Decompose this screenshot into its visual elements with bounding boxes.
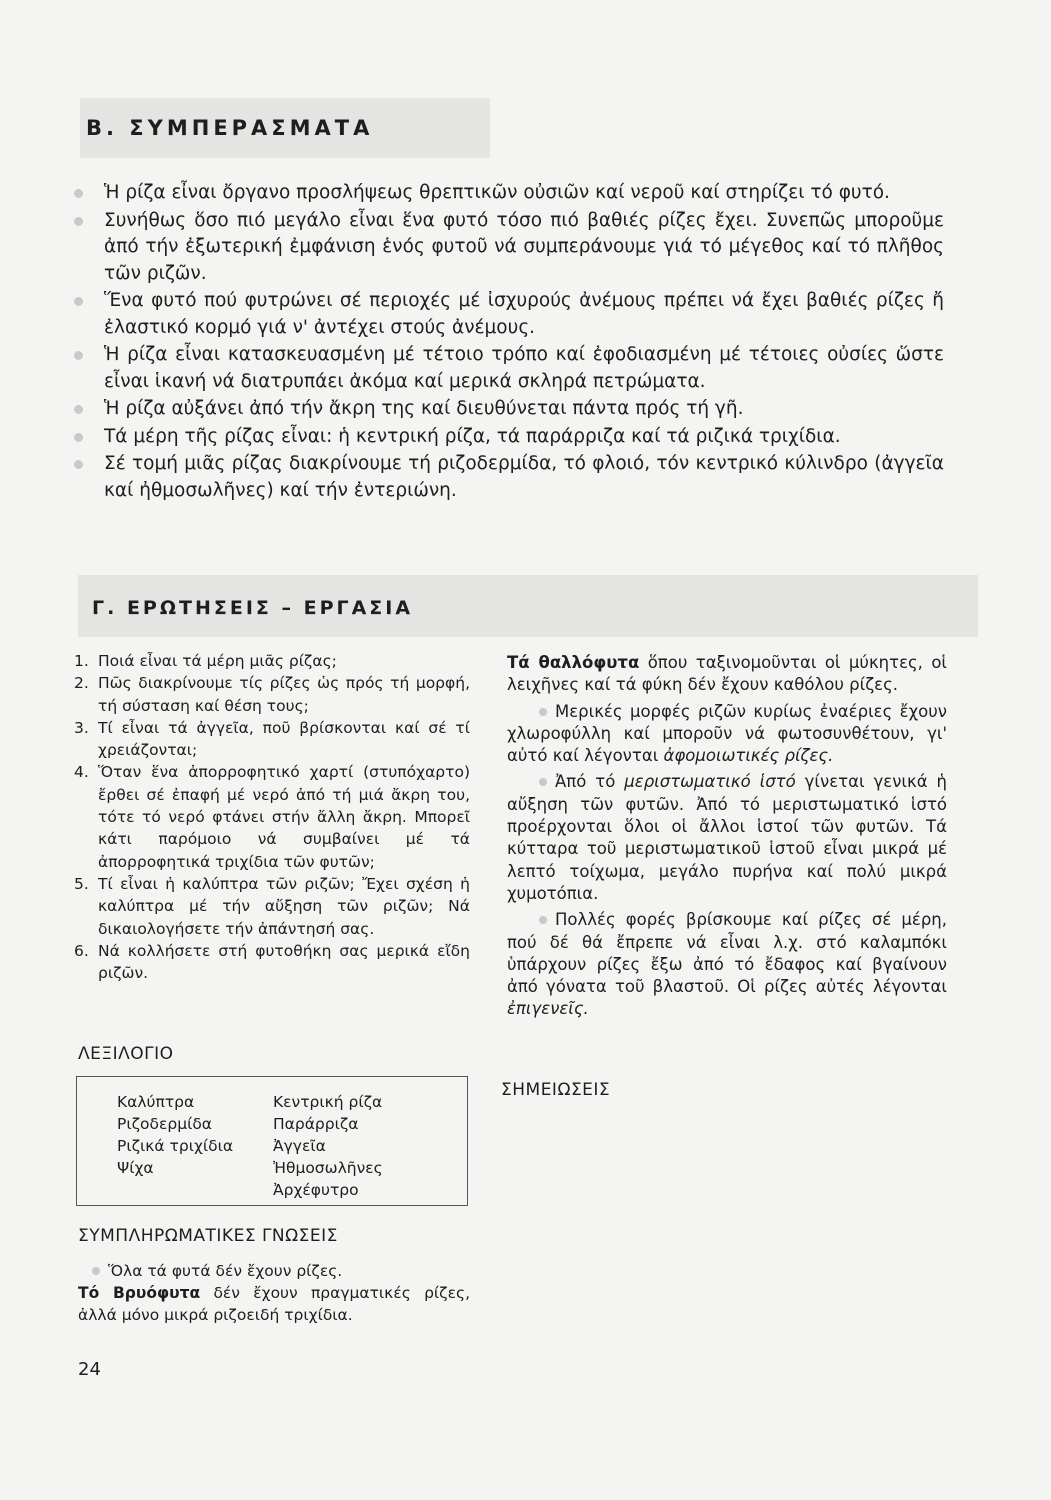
conclusion-item: Ἡ ρίζα εἶναι κατασκευασμένη μέ τέτοιο τρόπο καί ἐφοδιασμένη μέ τέτοιες οὐσίες ὥστε εἶναι ἱκανή νά διατρυπάει ἀκόμα καί μερικά σκληρά πετρώματα. bbox=[74, 342, 944, 395]
paragraph-adventitious-roots: Πολλές φορές βρίσκουμε καί ρίζες σέ μέρη, πού δέ θά ἔπρεπε νά εἶναι λ.χ. στό καλαμπόκι ὑπάρχουν ρίζες ἔξω ἀπό τό ἔδαφος καί βγαίνουν ἀπό γόνατα τοῦ βλαστοῦ. Οἱ ρίζες αὐτές λέγονται ἐπιγενεῖς. bbox=[507, 910, 947, 1019]
question-item: 5. Τί εἶναι ἡ καλύπτρα τῶν ριζῶν; Ἔχει σχέση ἡ καλύπτρα μέ τήν αὔξηση τῶν ριζῶν; Νά δικαιολογήσετε τήν ἀπάντησή σας. bbox=[74, 874, 470, 938]
lexicon-column-1 bbox=[117, 1091, 233, 1179]
lexicon-title: ΛΕΞΙΛΟΓΙΟ bbox=[78, 1044, 174, 1064]
lexicon-term: Ριζικά τριχίδια bbox=[117, 1137, 234, 1155]
bullet-dot-icon bbox=[539, 778, 547, 786]
bullet-dot-icon bbox=[74, 351, 83, 360]
paragraph-meristem: Ἀπό τό μεριστωματικό ἱστό γίνεται γενικά ἡ αὔξηση τῶν φυτῶν. Ἀπό τό μεριστωματικό ἱστό προέρχονται ὅλοι οἱ ἄλλοι ἱστοί τῶν φυτῶν. Τά κύτταρα τοῦ μεριστωματικοῦ ἱστοῦ εἶναι μικρά μέ λεπτό τοίχωμα, μεγάλο πυρήνα καί πολύ μικρά χυμοτόπια. bbox=[507, 772, 948, 903]
questions-list bbox=[74, 650, 470, 984]
lexicon-term: Ψίχα bbox=[117, 1159, 154, 1177]
conclusion-item: Συνήθως ὅσο πιό μεγάλο εἶναι ἕνα φυτό τόσο πιό βαθιές ρίζες ἔχει. Συνεπῶς μποροῦμε ἀπό τήν ἐξωτερική ἐμφάνιση ἑνός φυτοῦ νά συμπεράνουμε γιά τό μέγεθος καί τό πλῆθος τῶν ριζῶν. bbox=[74, 208, 944, 288]
conclusion-item: Σέ τομή μιᾶς ρίζας διακρίνουμε τή ριζοδερμίδα, τό φλοιό, τόν κεντρικό κύλινδρο (ἀγγεῖα καί ἠθμοσωλῆνες) καί τήν ἐντεριώνη. bbox=[74, 451, 944, 504]
question-item: 3. Τί εἶναι τά ἀγγεῖα, ποῦ βρίσκονται καί σέ τί χρειάζονται; bbox=[74, 718, 470, 760]
section-c-title: Γ. ΕΡΩΤΗΣΕΙΣ – ΕΡΓΑΣΙΑ bbox=[92, 597, 414, 619]
paragraph-thallophyta: Τά θαλλόφυτα ὅπου ταξινομοῦνται οἱ μύκητες, οἱ λειχῆνες καί τά φύκη δέν ἔχουν καθόλου ρίζες. bbox=[507, 653, 947, 695]
bullet-dot-icon bbox=[539, 916, 547, 924]
bullet-dot-icon bbox=[92, 1267, 100, 1275]
section-b-title: Β. ΣΥΜΠΕΡΑΣΜΑΤΑ bbox=[86, 116, 374, 140]
bullet-dot-icon bbox=[74, 460, 83, 469]
conclusion-item: Ἕνα φυτό πού φυτρώνει σέ περιοχές μέ ἰσχυρούς ἀνέμους πρέπει νά ἔχει βαθιές ρίζες ἤ ἐλαστικό κορμό γιά ν' ἀντέχει στούς ἀνέμους. bbox=[74, 288, 944, 341]
bullet-dot-icon bbox=[539, 708, 547, 716]
lexicon-term: Παράρριζα bbox=[273, 1115, 359, 1133]
bullet-dot-icon bbox=[74, 297, 83, 306]
lexicon-term: Κεντρική ρίζα bbox=[273, 1093, 383, 1111]
conclusion-item: Ἡ ρίζα αὐξάνει ἀπό τήν ἄκρη της καί διευθύνεται πάντα πρός τή γῆ. bbox=[74, 396, 944, 423]
lexicon-column-2 bbox=[273, 1091, 383, 1201]
page-number: 24 bbox=[78, 1359, 101, 1380]
supplementary-title: ΣΥΜΠΛΗΡΩΜΑΤΙΚΕΣ ΓΝΩΣΕΙΣ bbox=[78, 1226, 338, 1246]
notes-title: ΣΗΜΕΙΩΣΕΙΣ bbox=[501, 1080, 611, 1100]
lexicon-term: Καλύπτρα bbox=[117, 1093, 195, 1111]
supplementary-line: Ὅλα τά φυτά δέν ἔχουν ρίζες. bbox=[78, 1260, 470, 1282]
lexicon-box bbox=[76, 1076, 468, 1206]
question-item: 2. Πῶς διακρίνουμε τίς ρίζες ὡς πρός τή μορφή, τή σύσταση καί θέση τους; bbox=[74, 674, 470, 715]
conclusions-list bbox=[74, 180, 944, 505]
supplementary-text bbox=[78, 1260, 470, 1326]
supplementary-paragraph: Τό Βρυόφυτα δέν ἔχουν πραγματικές ρίζες, ἀλλά μόνο μικρά ριζοειδή τριχίδια. bbox=[78, 1284, 470, 1324]
bullet-dot-icon bbox=[74, 189, 83, 198]
lexicon-term: Ριζοδερμίδα bbox=[117, 1115, 213, 1133]
bullet-dot-icon bbox=[74, 433, 83, 442]
bullet-dot-icon bbox=[74, 405, 83, 414]
question-item: 4. Ὅταν ἕνα ἀπορροφητικό χαρτί (στυπόχαρτο) ἔρθει σέ ἐπαφή μέ νερό ἀπό τή μιά ἄκρη του, τότε τό νερό φτάνει στήν ἄλλη ἄκρη. Μπορεῖ κάτι παρόμοιο νά συμβαίνει μέ τά ἀπορροφητικά τριχίδια τῶν φυτῶν; bbox=[74, 763, 470, 871]
conclusion-item: Ἡ ρίζα εἶναι ὄργανο προσλήψεως θρεπτικῶν οὐσιῶν καί νεροῦ καί στηρίζει τό φυτό. bbox=[74, 180, 944, 207]
paragraph-aerial-roots: Μερικές μορφές ριζῶν κυρίως ἐναέριες ἔχουν χλωροφύλλη καί μποροῦν νά φωτοσυνθέτουν, γι' αὐτό καί λέγονται ἀφομοιωτικές ρίζες. bbox=[507, 701, 947, 766]
bullet-dot-icon bbox=[74, 217, 83, 226]
lexicon-term: Ἀγγεῖα bbox=[273, 1137, 326, 1155]
question-item: 1. Ποιά εἶναι τά μέρη μιᾶς ρίζας; bbox=[74, 652, 337, 670]
question-item: 6. Νά κολλήσετε στή φυτοθήκη σας μερικά εἴδη ριζῶν. bbox=[74, 941, 470, 983]
conclusion-item: Τά μέρη τῆς ρίζας εἶναι: ἡ κεντρική ρίζα, τά παράρριζα καί τά ριζικά τριχίδια. bbox=[74, 424, 944, 451]
right-column bbox=[507, 652, 947, 1021]
lexicon-term: Ἀρχέφυτρο bbox=[273, 1181, 359, 1199]
lexicon-term: Ἠθμοσωλῆνες bbox=[273, 1159, 383, 1177]
